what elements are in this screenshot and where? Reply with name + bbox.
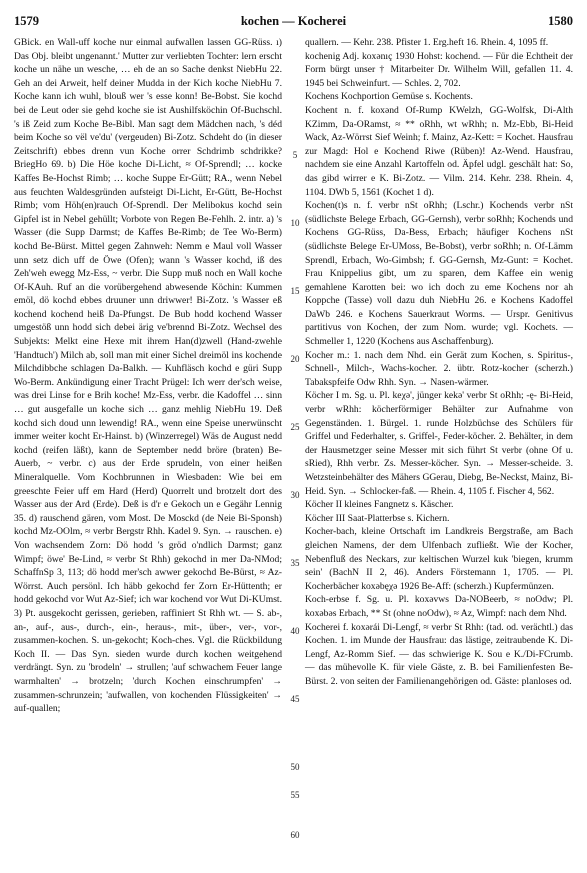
page-header bbox=[14, 14, 573, 34]
entry-kochens-portion: Kochens Kochportion Gemüse s. Kochents. bbox=[305, 91, 473, 103]
page-number-left: 1579 bbox=[14, 14, 39, 28]
entry-kochent: Kochent n. f. koxənd Of-Rump KWelzh, GG-Wolfsk, Di-Alth KZimm, Da-ORamst, ≈ ** oRhh, wt wRhh; n. Mz-Ebb, Bi-Heid Wack, Az-Wörrst Sief Weinh; f. Mainz, Az-Kett: = Kochet. Hausfrau zur Magd: Hol e Kochend Riwe (Rüben)! Az-Wend. Hausfrau, nachdem sie eine Anzahl Kartoffeln od. Äpfel udgl. geschält hat: So, das gibd wirrer e K. Bi-Zotz. — Vilm. 214. Kehr. 238. Rhein. 4, 1104. DWb 5, 1561 (Kochet 1 d). bbox=[305, 104, 573, 198]
entry-kochenig: kochenig Adj. koxənıç 1930 Hohst: kochend. — Für die Echtheit der Form bürgt unser † Mitarbeiter Dr. Wilhelm Will, gefallen 11. 4. 1945 bei Schweinfurt. — Schles. 2, 702. bbox=[305, 50, 573, 89]
left-column bbox=[14, 36, 282, 716]
kochen-entry-text: GBick. en Wall-uff koche nur einmal aufwallen lassen GG-Rüss. ı) Das Obj. bleibt ungenannt.' Mutter zur verliebten Tochter: lern erscht koche un nähe un wesche, … eh de an so Sache denkst NiebHu 22. Geh an dei Arweit, helf deiner Mudda in der Kich koche NiebHu 7. Koche kann ich wuhl, blouß wer 's esse konn! Be-Bobst. Sie kochd bei de Leut oder sie gehd koche sie ist Aushilfsköchin Of-Buchschl. 's iß Zeid zum Koche Be-Bibl. Man sagt dem Mädchen nach, 's déd beim Koche so vël ve'du' (vergeuden) Bi-Zotz. Schdeht do (in dieser Zeitschrift) ebbes drenn vun Koche orrer Schdrimb schdrikke? BriegHo 69. b) Die Höe koche Di-Licht, ≈ Of-Sprendl; … kocke Kaffes Be-Hochst Rimb; … koche Suppe Er-Gütt; RA., wenn Nebel aus feuchten Waldesgründen aufsteigt Di-Licht, Er-Gütt, Be-Hochst Rimb; vom Höh(en)rauch Of-Sprendl. Der Melibokus kochd sein Gipfel ist in Nebel gehüllt; Vorbote von Regen Be-Fehlh. 2. intr. a) 's Wasser (die Supp Darmst; de Kaffes Be-Rimb; de Tee Wo-Berm) kochd Be-Bürst. Mittel gegen Zahnweh: Nemm e Maul voll Wasser unn setz dich uff de Öwe (Ofen); wann 's Wasser kochd, iß des Zeh'weh ewegg Mz-Ess, ~ verbr. Die Supp muß noch en Wall koche Of-KAuh. Ruf an die vorübergehend abwesende Köchin: Kummen emöl, dö kochd ebbes druuner unn driwwer! Bi-Zotz. 's Wasser eß kochend kochend heiß Da-Pfungst. De Bub hodd kochend Wasser umgestöß unn hodd sich debei ärig ve'brennd Bi-Zotz. Wechsel des Subjekts: Melkt eine Hexe mit ihrem Han(d)zwell (Hand-zwehle 'Handtuch') Milch ab, soll man mit einer Sichel dreimöl ins kochende Milchdibbche schlagen Da-Balkh. — Kuhfläsch kochd e güri Supp Wo-Berm. Ankündigung einer Tracht Prügel: Ich werr der'sch weise, was drei Linse for e Brih koche! Mz-Ess, verbr. die Kadoffel … sinn … gut ausgefalle un koche sich … ganz mehlig NiebHu 19. Deß kochd sich doud unn lewendig! RA., wenn eine Speise unerwünscht immer weiter kocht Er-Hainst. b) (Winzerregel) Wäs de August nedd kochd (reifen läßt), kann de September nedd bröre (braten) Be-Auerb, ~ verbr. c) aus der Erde sprudeln, von einer heißen Mineralquelle. Vom Kochbrunnen in Wiesbaden: Wie bei em greeschte Feier uff em Hard (Herd) Quorrelt und brotzelt dort des Wasser aus der Ard (Erde). Deß is d'r e Gekoch un e Gegähr Lennig 35. d) rauschend gären, vom Most. De Mosckd (de Neie Bi-Sponsh) kochd Mz-OOlm, ≈ verbr Bergstr Rhh. Kadel 9. Syn. → rauschen. e) Von wachsendem Zorn: Dö hodd 's gröd o'ndlich Darmst; ganz Wimpf; öwe' Be-Lind, ≈ verbr St Rhh) gekochd in mer Da-NMod; SchaffnSp 3, 113; dö hodd mer'sch awwer gekochd Be-Bürst, ≈ Az-Wörrst. Auch persönl. Ich häbb gekochd fer Zorn Er-Hüttenth; er hodd gekochd vor Wut Az-Sief; ich war kochend vor Wut Di-KUmst. 3) Pt. ausgekocht gerissen, gerieben, raffiniert St Rhh wt. — S. ab-, an-, auf-, aus-, durch-, ein-, heraus-, mit-, über-, ver-, vor-, zusammen-kochen. S. un-gekocht; Koch-ches. Vgl. die Rückbildung Koch II. — Das Syn. sieden wurde durch kochen weitgehend verdrängt. Syn. zu 'brodeln' → strullen; 'auf schwachem Feuer lange warmhalten' → brotzeln; 'durch Kochen einschrumpfen' → zusammen-schrunzein; 'aufwallen, von kochenden Flüssigkeiten' → auf-quallen; bbox=[14, 37, 282, 715]
entry-quallern-tail: quallern. — Kehr. 238. Pfister 1. Erg.heft 16. Rhein. 4, 1095 ff. bbox=[305, 37, 549, 48]
line-number: 55 bbox=[290, 790, 300, 800]
line-number: 50 bbox=[290, 762, 300, 772]
line-number: 10 bbox=[290, 218, 300, 228]
entry-kocher: Kocher m.: 1. nach dem Nhd. ein Gerät zum Kochen, s. Spiritus-, Schnell-, Milch-, Wachs-kocher. 2. übtr. Rotz-kocher (scherzh.) Tabakspfeife Odw Rhh. Syn. → Nasen-wärmer. bbox=[305, 349, 573, 388]
running-head: kochen — Kocherei bbox=[240, 14, 347, 28]
entry-kochents: Kochen(t)s n. f. verbr nSt oRhh; (Lschr.) Kochends verbr nSt (südlichste Belege Erbach, GG-Gernsh), verbr soRhh; Kochends und Kochens GG-Rüss, Da-Bess, Erbach; häufiger Kochens nSt (südlichste Belege Er-UMoss, Be-Bobst), verbr soRhh; n. Of-Lämm Sprendl, Erbach, Wo-Gimbsh; f. GG-Gernsh, Mz-Gunt: = Kochet. Frau Knippelius gibt, um zu sparen, dem Kaffee ein wenig gemahlene Karotten bei: wo ich doch zu eme Kochens nor ah Koppche (Tasse) voll dazu duh NiebHu 26. e Kochens Kadoffel DaWb 246. e Kochens Sauerkraut Worms. — Urspr. Genitivus partitivus von Kochen, der zum Nom. wurde; vgl. Kochets. — Schmeller 1, 1220 (Kochens aus Aschaffenburg). bbox=[305, 200, 573, 348]
line-number: 20 bbox=[290, 354, 300, 364]
line-number: 45 bbox=[290, 694, 300, 704]
line-number: 15 bbox=[290, 286, 300, 296]
line-number: 60 bbox=[290, 830, 300, 840]
entry-koecher-2: Köcher II kleines Fangnetz s. Käscher. bbox=[305, 499, 454, 511]
entry-koecher-3: Köcher III Saat-Platterbse s. Kichern. bbox=[305, 512, 450, 524]
line-number: 25 bbox=[290, 422, 300, 432]
entry-koecher-1: Köcher I m. Sg. u. Pl. keχə', jünger kekə' verbr St oRhh; -ę- Bi-Heid, verbr wRhh: köcherförmiger Behälter zur Aufnahme von Gegenständen. 1. Bürgel. 1. runde Holzbüchse des Schülers für Griffel und Federhalter, s. Griffel-, Feder-köcher. 2. Behälter, in dem der Hausmetzger seine Messer mit sich führt St verbr (ohne Of u. sRied), Rhh verbr. Zs. Messer-köcher. Syn. → Messer-scheide. 3. Wetzsteinbehälter des Mähers GGerau, Diebg, Be-Neckst, Mainz, Bi-Heid. Syn. → Schlocker-faß. — Rhein. 4, 1105 f. Fischer 4, 562. bbox=[305, 390, 573, 497]
right-column bbox=[305, 36, 573, 689]
line-number: 5 bbox=[292, 150, 298, 160]
entry-koch-erbse: Koch-erbse f. Sg. u. Pl. koxəvws Da-NOBeerb, ≈ noOdw; Pl. koxəbəs Erbach, ** St (ohne noOdw), ≈ Az, Wimpf: nach dem Nhd. bbox=[305, 594, 573, 619]
line-number: 30 bbox=[290, 490, 300, 500]
line-number: 35 bbox=[290, 558, 300, 568]
entry-kocher-bach: Kocher-bach, kleine Ortschaft im Landkreis Bergstraße, am Bach gleichen Namens, der dem Ulfenbach zufließt. Wie der Kocher, Nebenfluß des Neckars, zur keltischen Wurzel kuk 'biegen, krumm sein' (BachN II 2, 46). Anders Förstemann 1, 1705. — Pl. Kocherbächer koxəbęχə 1926 Be-Aff: (scherzh.) Kupfermünzen. bbox=[305, 526, 573, 592]
line-number: 40 bbox=[290, 626, 300, 636]
entry-kocherei: Kocherei f. koxərái Di-Lengf, ≈ verbr St Rhh: (tad. od. verächtl.) das Kochen. 1. im Munde der Hausfrau: das lästige, zeitraubende K. Di-Lengf, Az-Romm Sief. — das schwierige K. Sou e K./Di-FCrumb. — das mühevolle K. für viele Gäste, z. B. bei Familienfesten Be-Bürst. 2. von seiten der Familienangehörigen od. Gäste: planloses od. bbox=[305, 621, 573, 687]
page-number-right: 1580 bbox=[548, 14, 573, 28]
